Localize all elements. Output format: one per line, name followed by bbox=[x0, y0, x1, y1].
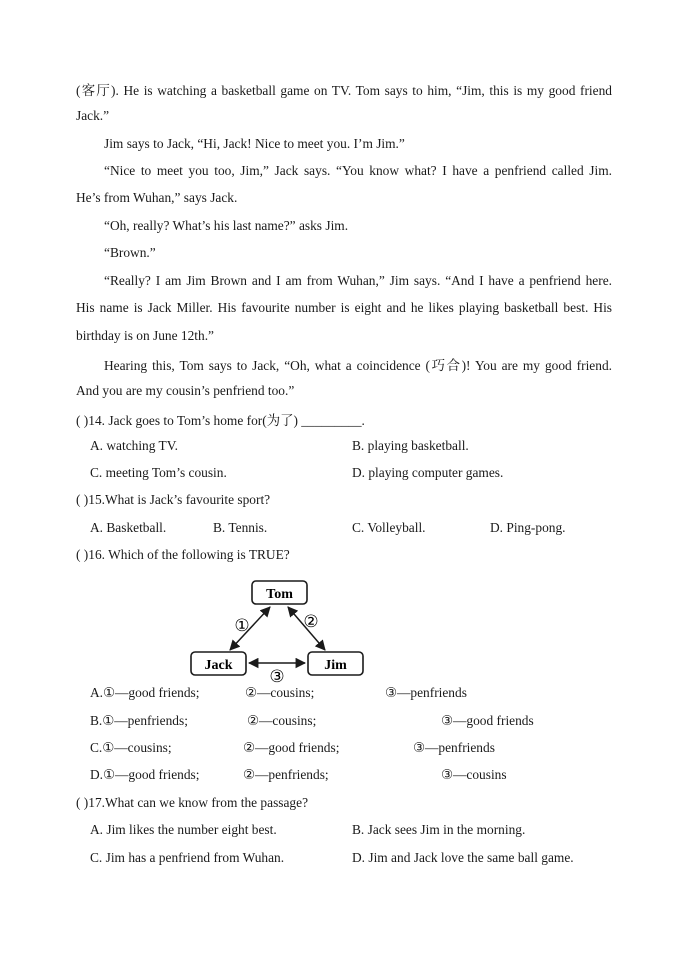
question-14-option-c[interactable]: C. meeting Tom’s cousin. bbox=[90, 465, 227, 480]
question-15-option-a[interactable]: A. Basketball. bbox=[90, 520, 167, 535]
question-15-stem: ( )15.What is Jack’s favourite sport? bbox=[76, 492, 271, 507]
passage-line-8: “Really? I am Jim Brown and I am from Wuhan,” Jim says. “And I have a penfriend here. bbox=[104, 273, 612, 288]
option-d-part-1: ①—good friends; bbox=[103, 767, 200, 782]
passage-line-2: Jack.” bbox=[76, 108, 110, 123]
passage-line-5: He’s from Wuhan,” says Jack. bbox=[76, 190, 238, 205]
passage-line-3: Jim says to Jack, “Hi, Jack! Nice to meet you. I’m Jim.” bbox=[104, 136, 405, 151]
tom-label: Tom bbox=[266, 587, 293, 602]
passage-line-6: “Oh, really? What’s his last name?” asks Jim. bbox=[104, 218, 349, 233]
passage-line-10: birthday is on June 12th.” bbox=[76, 328, 214, 343]
question-14-stem: ( )14. Jack goes to Tom’s home for(为了) _________. bbox=[76, 413, 365, 428]
question-16-option-d[interactable] bbox=[90, 767, 199, 783]
passage-line-12: And you are my cousin’s penfriend too.” bbox=[76, 383, 295, 398]
option-a-label: A. bbox=[90, 685, 104, 700]
question-16-option-d-part-3: ③—cousins bbox=[441, 767, 507, 782]
arrow-2-mark: ② bbox=[303, 612, 319, 631]
question-16-option-a-part-2: ②—cousins; bbox=[245, 685, 315, 700]
question-16-option-c-part-2: ②—good friends; bbox=[243, 740, 340, 755]
question-16-option-b[interactable] bbox=[90, 713, 188, 729]
passage-line-4: “Nice to meet you too, Jim,” Jack says. “You know what? I have a penfriend called Jim. bbox=[104, 163, 612, 178]
question-17-option-b[interactable]: B. Jack sees Jim in the morning. bbox=[352, 822, 526, 837]
option-b-label: B. bbox=[90, 713, 103, 728]
passage-line-7: “Brown.” bbox=[104, 245, 156, 260]
jack-label: Jack bbox=[204, 658, 233, 673]
question-16-option-c-part-3: ③—penfriends bbox=[413, 740, 495, 755]
question-16-option-d-part-2: ②—penfriends; bbox=[243, 767, 329, 782]
question-16-option-a-part-3: ③—penfriends bbox=[385, 685, 467, 700]
question-15-option-d[interactable]: D. Ping-pong. bbox=[490, 520, 566, 535]
question-16-stem: ( )16. Which of the following is TRUE? bbox=[76, 547, 290, 562]
question-17-stem: ( )17.What can we know from the passage? bbox=[76, 795, 309, 810]
question-14-option-b[interactable]: B. playing basketball. bbox=[352, 438, 469, 453]
question-17-option-a[interactable]: A. Jim likes the number eight best. bbox=[90, 822, 277, 837]
question-17-option-c[interactable]: C. Jim has a penfriend from Wuhan. bbox=[90, 850, 285, 865]
option-c-part-1: ①—cousins; bbox=[102, 740, 172, 755]
option-a-part-1: ①—good friends; bbox=[103, 685, 200, 700]
passage-line-11: Hearing this, Tom says to Jack, “Oh, what a coincidence (巧合)! You are my good friend. bbox=[104, 358, 612, 373]
question-14-option-d[interactable]: D. playing computer games. bbox=[352, 465, 504, 480]
jim-label: Jim bbox=[324, 658, 347, 673]
question-16-option-b-part-2: ②—cousins; bbox=[247, 713, 317, 728]
option-c-label: C. bbox=[90, 740, 103, 755]
question-15-option-b[interactable]: B. Tennis. bbox=[213, 520, 268, 535]
question-16-option-a[interactable] bbox=[90, 685, 199, 701]
question-14-option-a[interactable]: A. watching TV. bbox=[90, 438, 179, 453]
question-16-option-c[interactable] bbox=[90, 740, 172, 756]
question-15-option-c[interactable]: C. Volleyball. bbox=[352, 520, 426, 535]
passage-line-9: His name is Jack Miller. His favourite number is eight and he likes playing basketball best. His bbox=[76, 300, 612, 315]
arrow-3-mark: ③ bbox=[269, 667, 285, 686]
question-17-option-d[interactable]: D. Jim and Jack love the same ball game. bbox=[352, 850, 574, 865]
option-d-label: D. bbox=[90, 767, 104, 782]
option-b-part-1: ①—penfriends; bbox=[102, 713, 188, 728]
arrow-1-mark: ① bbox=[234, 616, 250, 635]
passage-line-1: (客厅). He is watching a basketball game on TV. Tom says to him, “Jim, this is my good friend bbox=[76, 83, 612, 98]
question-16-option-b-part-3: ③—good friends bbox=[441, 713, 534, 728]
